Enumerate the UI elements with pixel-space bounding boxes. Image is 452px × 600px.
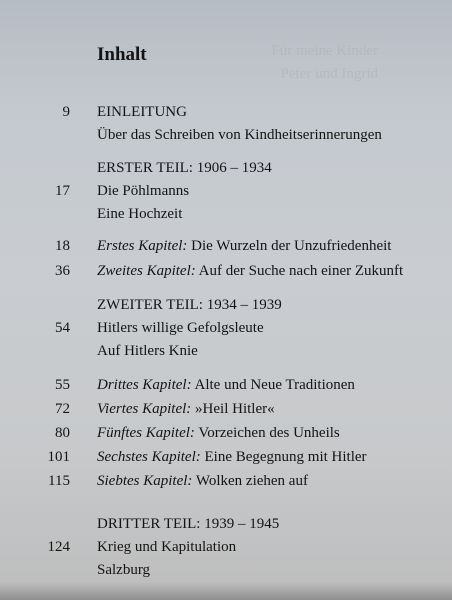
toc-entry-line bbox=[97, 516, 279, 533]
toc-entry-text: »Heil Hitler« bbox=[191, 401, 275, 417]
toc-entry-line bbox=[97, 449, 367, 466]
toc-entry-text: Eine Begegnung mit Hitler bbox=[200, 449, 367, 465]
toc-entry-line bbox=[97, 160, 272, 177]
toc-page-number: 54 bbox=[55, 320, 70, 336]
chapter-label: Erstes Kapitel: bbox=[97, 238, 188, 254]
toc-page-number: 36 bbox=[55, 263, 70, 279]
toc-entry-text: Die Wurzeln der Unzufriedenheit bbox=[187, 238, 392, 254]
chapter-label: Siebtes Kapitel: bbox=[97, 473, 193, 489]
toc-page-number: 17 bbox=[55, 183, 70, 199]
toc-entry-text: Krieg und Kapitulation bbox=[97, 539, 237, 555]
toc-entry-text: Auf Hitlers Knie bbox=[97, 343, 198, 359]
toc-entry-line bbox=[97, 473, 308, 490]
bleed-through-line-1: Für meine Kinder bbox=[271, 43, 378, 59]
toc-entry-text: ERSTER TEIL: 1906 – 1934 bbox=[97, 160, 272, 176]
chapter-label: Viertes Kapitel: bbox=[97, 401, 192, 417]
toc-entry-line bbox=[97, 206, 182, 223]
toc-page-number: 72 bbox=[55, 401, 70, 417]
chapter-label: Zweites Kapitel: bbox=[97, 263, 196, 279]
toc-page-number: 101 bbox=[47, 449, 70, 465]
toc-entry-text: Vorzeichen des Unheils bbox=[194, 425, 340, 441]
toc-entry-line bbox=[97, 127, 382, 144]
chapter-label: Fünftes Kapitel: bbox=[97, 425, 195, 441]
toc-entry-text: Wolken ziehen auf bbox=[192, 473, 308, 489]
toc-entry-text: Alte und Neue Traditionen bbox=[191, 377, 355, 393]
toc-page-number: 9 bbox=[62, 104, 70, 120]
bleed-through-line-2: Peter und Ingrid bbox=[280, 66, 378, 82]
toc-entry-text: Über das Schreiben von Kindheitserinnerungen bbox=[97, 127, 382, 143]
chapter-label: Sechstes Kapitel: bbox=[97, 449, 201, 465]
toc-entry-line bbox=[97, 425, 340, 442]
toc-entry-text: EINLEITUNG bbox=[97, 104, 187, 120]
toc-page-number: 18 bbox=[55, 238, 70, 254]
toc-entry-line bbox=[97, 343, 198, 360]
toc-page-number: 124 bbox=[47, 539, 70, 555]
page-title: Inhalt bbox=[97, 44, 147, 65]
toc-entry-text: Die Pöhlmanns bbox=[97, 183, 190, 199]
toc-entry-line bbox=[97, 263, 403, 280]
toc-page-number: 115 bbox=[48, 473, 70, 489]
toc-entry-line bbox=[97, 401, 275, 418]
toc-entry-line bbox=[97, 183, 189, 200]
toc-entry-line bbox=[97, 320, 264, 337]
page-bottom-shadow bbox=[0, 582, 452, 600]
toc-entry-line bbox=[97, 238, 391, 255]
toc-entry-line bbox=[97, 539, 236, 556]
toc-entry-text: DRITTER TEIL: 1939 – 1945 bbox=[97, 516, 280, 532]
toc-entry-text: Auf der Suche nach einer Zukunft bbox=[195, 263, 404, 279]
toc-page-number: 80 bbox=[55, 425, 70, 441]
toc-entry-text: Eine Hochzeit bbox=[97, 206, 183, 222]
toc-entry-line bbox=[97, 104, 187, 121]
toc-entry-text: ZWEITER TEIL: 1934 – 1939 bbox=[97, 297, 282, 313]
toc-page-number: 55 bbox=[55, 377, 70, 393]
toc-entry-line bbox=[97, 377, 355, 394]
toc-entry-text: Hitlers willige Gefolgsleute bbox=[97, 320, 264, 336]
toc-entry-text: Salzburg bbox=[97, 562, 151, 578]
chapter-label: Drittes Kapitel: bbox=[97, 377, 192, 393]
toc-entry-line bbox=[97, 297, 282, 314]
toc-entry-line bbox=[97, 562, 150, 579]
